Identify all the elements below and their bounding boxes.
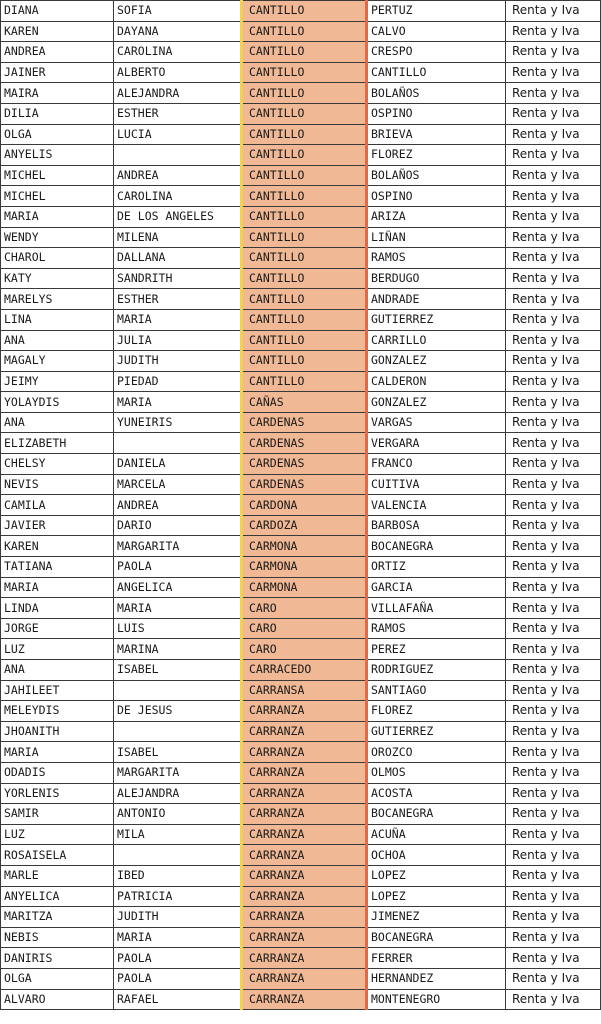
middle-name-cell[interactable]: DARIO [114, 515, 242, 536]
first-surname-cell[interactable]: CARRANZA [242, 927, 367, 948]
first-name-cell[interactable]: ODADIS [1, 762, 114, 783]
first-name-cell[interactable]: LINA [1, 309, 114, 330]
second-surname-cell[interactable]: BARBOSA [367, 515, 506, 536]
table-row [1, 948, 601, 969]
second-surname-cell[interactable]: VERGARA [367, 433, 506, 454]
second-surname-cell[interactable]: BOCANEGRA [367, 927, 506, 948]
first-surname-cell[interactable]: CANTILLO [242, 165, 367, 186]
second-surname-cell[interactable]: CANTILLO [367, 62, 506, 83]
table-row [1, 165, 601, 186]
tax-type-cell[interactable]: Renta y Iva [506, 454, 601, 475]
table-row [1, 577, 601, 598]
middle-name-cell[interactable] [114, 145, 242, 166]
second-surname-cell[interactable]: FLOREZ [367, 701, 506, 722]
first-name-cell[interactable]: ALVARO [1, 989, 114, 1010]
first-name-cell[interactable]: MARIA [1, 206, 114, 227]
second-surname-cell[interactable]: BOLAÑOS [367, 83, 506, 104]
first-surname-cell[interactable]: CARRANZA [242, 845, 367, 866]
middle-name-cell[interactable] [114, 845, 242, 866]
second-surname-cell[interactable]: PERTUZ [367, 1, 506, 22]
second-surname-cell[interactable]: LOPEZ [367, 886, 506, 907]
first-surname-cell[interactable]: CARMONA [242, 557, 367, 578]
first-surname-cell[interactable]: CARO [242, 618, 367, 639]
tax-type-cell[interactable]: Renta y Iva [506, 515, 601, 536]
tax-type-cell[interactable]: Renta y Iva [506, 83, 601, 104]
first-surname-cell[interactable]: CARDENAS [242, 454, 367, 475]
second-surname-cell[interactable]: BOLAÑOS [367, 165, 506, 186]
table-row [1, 783, 601, 804]
first-surname-cell[interactable]: CARO [242, 598, 367, 619]
first-name-cell[interactable]: NEBIS [1, 927, 114, 948]
first-surname-cell[interactable]: CANTILLO [242, 289, 367, 310]
tax-type-cell[interactable]: Renta y Iva [506, 474, 601, 495]
first-name-cell[interactable]: DIANA [1, 1, 114, 22]
middle-name-cell[interactable]: DALLANA [114, 248, 242, 269]
first-name-cell[interactable]: MAIRA [1, 83, 114, 104]
first-surname-cell[interactable]: CANTILLO [242, 124, 367, 145]
middle-name-cell[interactable]: ANTONIO [114, 804, 242, 825]
tax-type-cell[interactable]: Renta y Iva [506, 721, 601, 742]
first-surname-cell[interactable]: CARRANZA [242, 783, 367, 804]
middle-name-cell[interactable]: DAYANA [114, 21, 242, 42]
second-surname-cell[interactable]: JIMENEZ [367, 907, 506, 928]
first-name-cell[interactable]: ANA [1, 660, 114, 681]
tax-type-cell[interactable]: Renta y Iva [506, 927, 601, 948]
table-row [1, 927, 601, 948]
table-row [1, 124, 601, 145]
middle-name-cell[interactable]: MARIA [114, 392, 242, 413]
tax-type-cell[interactable]: Renta y Iva [506, 865, 601, 886]
first-surname-cell[interactable]: CANTILLO [242, 21, 367, 42]
first-name-cell[interactable]: MAGALY [1, 351, 114, 372]
tax-type-cell[interactable]: Renta y Iva [506, 804, 601, 825]
first-surname-cell[interactable]: CARO [242, 639, 367, 660]
tax-type-cell[interactable]: Renta y Iva [506, 206, 601, 227]
middle-name-cell[interactable]: LUCIA [114, 124, 242, 145]
table-row [1, 495, 601, 516]
second-surname-cell[interactable]: GARCIA [367, 577, 506, 598]
second-surname-cell[interactable]: LOPEZ [367, 865, 506, 886]
table-row [1, 289, 601, 310]
first-name-cell[interactable]: CHAROL [1, 248, 114, 269]
tax-type-cell[interactable]: Renta y Iva [506, 989, 601, 1010]
tax-type-cell[interactable]: Renta y Iva [506, 371, 601, 392]
table-row [1, 42, 601, 63]
table-row [1, 536, 601, 557]
second-surname-cell[interactable]: ANDRADE [367, 289, 506, 310]
first-surname-cell[interactable]: CARRANZA [242, 907, 367, 928]
first-name-cell[interactable]: KATY [1, 268, 114, 289]
table-row [1, 392, 601, 413]
table-row [1, 845, 601, 866]
table-row [1, 474, 601, 495]
middle-name-cell[interactable]: MARINA [114, 639, 242, 660]
first-surname-cell[interactable]: CARRANZA [242, 721, 367, 742]
second-surname-cell[interactable]: CARRILLO [367, 330, 506, 351]
first-name-cell[interactable]: JEIMY [1, 371, 114, 392]
middle-name-cell[interactable]: PAOLA [114, 948, 242, 969]
tax-type-cell[interactable]: Renta y Iva [506, 433, 601, 454]
table-row [1, 721, 601, 742]
first-surname-cell[interactable]: CANTILLO [242, 351, 367, 372]
tax-type-cell[interactable]: Renta y Iva [506, 948, 601, 969]
first-surname-cell[interactable]: CARMONA [242, 577, 367, 598]
first-name-cell[interactable]: MARIA [1, 577, 114, 598]
first-surname-cell[interactable]: CARRANZA [242, 968, 367, 989]
second-surname-cell[interactable]: ORTIZ [367, 557, 506, 578]
first-name-cell[interactable]: JORGE [1, 618, 114, 639]
tax-type-cell[interactable]: Renta y Iva [506, 557, 601, 578]
tax-type-cell[interactable]: Renta y Iva [506, 495, 601, 516]
table-row [1, 742, 601, 763]
second-surname-cell[interactable]: GUTIERREZ [367, 721, 506, 742]
table-row [1, 989, 601, 1010]
tax-type-cell[interactable]: Renta y Iva [506, 762, 601, 783]
middle-name-cell[interactable]: PATRICIA [114, 886, 242, 907]
second-surname-cell[interactable]: FLOREZ [367, 145, 506, 166]
first-name-cell[interactable]: YOLAYDIS [1, 392, 114, 413]
table-row [1, 762, 601, 783]
middle-name-cell[interactable]: MARGARITA [114, 762, 242, 783]
middle-name-cell[interactable]: CAROLINA [114, 42, 242, 63]
second-surname-cell[interactable]: OROZCO [367, 742, 506, 763]
first-surname-cell[interactable]: CARRANZA [242, 865, 367, 886]
first-name-cell[interactable]: LUZ [1, 639, 114, 660]
first-surname-cell[interactable]: CANTILLO [242, 83, 367, 104]
middle-name-cell[interactable]: ALBERTO [114, 62, 242, 83]
second-surname-cell[interactable]: MONTENEGRO [367, 989, 506, 1010]
table-row [1, 804, 601, 825]
table-row [1, 83, 601, 104]
table-row [1, 907, 601, 928]
second-surname-cell[interactable]: GONZALEZ [367, 351, 506, 372]
second-surname-cell[interactable]: HERNANDEZ [367, 968, 506, 989]
table-row [1, 1, 601, 22]
first-surname-cell[interactable]: CANTILLO [242, 42, 367, 63]
table-row [1, 103, 601, 124]
table-row [1, 371, 601, 392]
first-name-cell[interactable]: MARITZA [1, 907, 114, 928]
table-row [1, 227, 601, 248]
tax-type-cell[interactable]: Renta y Iva [506, 783, 601, 804]
first-name-cell[interactable]: SAMIR [1, 804, 114, 825]
first-surname-cell[interactable]: CARDENAS [242, 474, 367, 495]
table-row [1, 660, 601, 681]
middle-name-cell[interactable]: YUNEIRIS [114, 412, 242, 433]
first-name-cell[interactable]: JAINER [1, 62, 114, 83]
second-surname-cell[interactable]: ACOSTA [367, 783, 506, 804]
second-surname-cell[interactable]: ARIZA [367, 206, 506, 227]
middle-name-cell[interactable]: ESTHER [114, 103, 242, 124]
second-surname-cell[interactable]: FERRER [367, 948, 506, 969]
first-surname-cell[interactable]: CANTILLO [242, 103, 367, 124]
table-body [1, 1, 601, 1010]
first-name-cell[interactable]: LUZ [1, 824, 114, 845]
first-name-cell[interactable]: MARELYS [1, 289, 114, 310]
second-surname-cell[interactable]: CALDERON [367, 371, 506, 392]
tax-type-cell[interactable]: Renta y Iva [506, 824, 601, 845]
second-surname-cell[interactable]: OLMOS [367, 762, 506, 783]
first-name-cell[interactable]: MARLE [1, 865, 114, 886]
first-surname-cell[interactable]: CANTILLO [242, 186, 367, 207]
middle-name-cell[interactable]: PIEDAD [114, 371, 242, 392]
middle-name-cell[interactable]: PAOLA [114, 557, 242, 578]
tax-type-cell[interactable]: Renta y Iva [506, 103, 601, 124]
tax-type-cell[interactable]: Renta y Iva [506, 62, 601, 83]
first-name-cell[interactable]: ANDREA [1, 42, 114, 63]
first-surname-cell[interactable]: CARRANZA [242, 804, 367, 825]
first-surname-cell[interactable]: CARRANZA [242, 948, 367, 969]
first-name-cell[interactable]: MICHEL [1, 165, 114, 186]
tax-type-cell[interactable]: Renta y Iva [506, 598, 601, 619]
tax-type-cell[interactable]: Renta y Iva [506, 639, 601, 660]
second-surname-cell[interactable]: FRANCO [367, 454, 506, 475]
first-name-cell[interactable]: NEVIS [1, 474, 114, 495]
tax-type-cell[interactable]: Renta y Iva [506, 680, 601, 701]
first-surname-cell[interactable]: CAÑAS [242, 392, 367, 413]
middle-name-cell[interactable]: SANDRITH [114, 268, 242, 289]
first-surname-cell[interactable]: CANTILLO [242, 227, 367, 248]
second-surname-cell[interactable]: GONZALEZ [367, 392, 506, 413]
tax-type-cell[interactable]: Renta y Iva [506, 907, 601, 928]
first-surname-cell[interactable]: CARRANZA [242, 742, 367, 763]
tax-type-cell[interactable]: Renta y Iva [506, 289, 601, 310]
middle-name-cell[interactable]: JUDITH [114, 907, 242, 928]
table-row [1, 186, 601, 207]
middle-name-cell[interactable]: JULIA [114, 330, 242, 351]
first-surname-cell[interactable]: CANTILLO [242, 206, 367, 227]
first-surname-cell[interactable]: CARDONA [242, 495, 367, 516]
first-surname-cell[interactable]: CARRANSA [242, 680, 367, 701]
first-name-cell[interactable]: ANA [1, 412, 114, 433]
first-name-cell[interactable]: MARIA [1, 742, 114, 763]
table-row [1, 886, 601, 907]
first-name-cell[interactable]: JAVIER [1, 515, 114, 536]
first-surname-cell[interactable]: CANTILLO [242, 1, 367, 22]
tax-type-cell[interactable]: Renta y Iva [506, 1, 601, 22]
table-row [1, 680, 601, 701]
first-name-cell[interactable]: MELEYDIS [1, 701, 114, 722]
first-name-cell[interactable]: WENDY [1, 227, 114, 248]
second-surname-cell[interactable]: BOCANEGRA [367, 804, 506, 825]
table-row [1, 598, 601, 619]
first-surname-cell[interactable]: CARRANZA [242, 762, 367, 783]
first-name-cell[interactable]: KAREN [1, 21, 114, 42]
middle-name-cell[interactable]: MARGARITA [114, 536, 242, 557]
middle-name-cell[interactable]: LUIS [114, 618, 242, 639]
first-surname-cell[interactable]: CARRACEDO [242, 660, 367, 681]
first-surname-cell[interactable]: CARRANZA [242, 824, 367, 845]
tax-type-cell[interactable]: Renta y Iva [506, 536, 601, 557]
middle-name-cell[interactable]: RAFAEL [114, 989, 242, 1010]
first-name-cell[interactable]: ANYELICA [1, 886, 114, 907]
first-name-cell[interactable]: DANIRIS [1, 948, 114, 969]
table-row [1, 824, 601, 845]
table-row [1, 206, 601, 227]
middle-name-cell[interactable]: MARCELA [114, 474, 242, 495]
tax-type-cell[interactable]: Renta y Iva [506, 248, 601, 269]
middle-name-cell[interactable]: MILA [114, 824, 242, 845]
tax-type-cell[interactable]: Renta y Iva [506, 886, 601, 907]
second-surname-cell[interactable]: BOCANEGRA [367, 536, 506, 557]
table-row [1, 268, 601, 289]
second-surname-cell[interactable]: GUTIERREZ [367, 309, 506, 330]
tax-type-cell[interactable]: Renta y Iva [506, 124, 601, 145]
table-row [1, 865, 601, 886]
first-surname-cell[interactable]: CARDOZA [242, 515, 367, 536]
second-surname-cell[interactable]: PEREZ [367, 639, 506, 660]
table-row [1, 639, 601, 660]
first-name-cell[interactable]: ANA [1, 330, 114, 351]
first-name-cell[interactable]: ANYELIS [1, 145, 114, 166]
table-row [1, 433, 601, 454]
second-surname-cell[interactable]: LIÑAN [367, 227, 506, 248]
tax-type-cell[interactable]: Renta y Iva [506, 268, 601, 289]
second-surname-cell[interactable]: RAMOS [367, 248, 506, 269]
second-surname-cell[interactable]: OSPINO [367, 103, 506, 124]
first-surname-cell[interactable]: CANTILLO [242, 330, 367, 351]
tax-type-cell[interactable]: Renta y Iva [506, 186, 601, 207]
tax-type-cell[interactable]: Renta y Iva [506, 165, 601, 186]
first-name-cell[interactable]: CAMILA [1, 495, 114, 516]
table-row [1, 62, 601, 83]
second-surname-cell[interactable]: VALENCIA [367, 495, 506, 516]
first-name-cell[interactable]: OLGA [1, 124, 114, 145]
first-name-cell[interactable]: TATIANA [1, 557, 114, 578]
first-name-cell[interactable]: DILIA [1, 103, 114, 124]
first-surname-cell[interactable]: CARMONA [242, 536, 367, 557]
first-surname-cell[interactable]: CARDENAS [242, 433, 367, 454]
table-row [1, 248, 601, 269]
first-surname-cell[interactable]: CANTILLO [242, 248, 367, 269]
second-surname-cell[interactable]: OSPINO [367, 186, 506, 207]
table-row [1, 309, 601, 330]
first-surname-cell[interactable]: CANTILLO [242, 62, 367, 83]
table-row [1, 351, 601, 372]
tax-type-cell[interactable]: Renta y Iva [506, 660, 601, 681]
second-surname-cell[interactable]: CALVO [367, 21, 506, 42]
middle-name-cell[interactable]: ISABEL [114, 742, 242, 763]
middle-name-cell[interactable]: SOFIA [114, 1, 242, 22]
table-row [1, 515, 601, 536]
first-surname-cell[interactable]: CARRANZA [242, 701, 367, 722]
middle-name-cell[interactable] [114, 721, 242, 742]
middle-name-cell[interactable]: ALEJANDRA [114, 783, 242, 804]
middle-name-cell[interactable]: JUDITH [114, 351, 242, 372]
second-surname-cell[interactable]: ACUÑA [367, 824, 506, 845]
middle-name-cell[interactable]: PAOLA [114, 968, 242, 989]
middle-name-cell[interactable]: MARIA [114, 598, 242, 619]
second-surname-cell[interactable]: OCHOA [367, 845, 506, 866]
first-surname-cell[interactable]: CARRANZA [242, 989, 367, 1010]
middle-name-cell[interactable]: IBED [114, 865, 242, 886]
second-surname-cell[interactable]: RAMOS [367, 618, 506, 639]
tax-type-cell[interactable]: Renta y Iva [506, 392, 601, 413]
first-surname-cell[interactable]: CARDENAS [242, 412, 367, 433]
table-row [1, 412, 601, 433]
second-surname-cell[interactable]: SANTIAGO [367, 680, 506, 701]
middle-name-cell[interactable]: ISABEL [114, 660, 242, 681]
first-surname-cell[interactable]: CANTILLO [242, 145, 367, 166]
first-name-cell[interactable]: YORLENIS [1, 783, 114, 804]
tax-type-cell[interactable]: Renta y Iva [506, 42, 601, 63]
first-name-cell[interactable]: JAHILEET [1, 680, 114, 701]
tax-type-cell[interactable]: Renta y Iva [506, 742, 601, 763]
middle-name-cell[interactable]: MILENA [114, 227, 242, 248]
middle-name-cell[interactable]: ESTHER [114, 289, 242, 310]
tax-type-cell[interactable]: Renta y Iva [506, 701, 601, 722]
tax-type-cell[interactable]: Renta y Iva [506, 21, 601, 42]
middle-name-cell[interactable]: DE LOS ANGELES [114, 206, 242, 227]
first-surname-cell[interactable]: CANTILLO [242, 268, 367, 289]
first-name-cell[interactable]: CHELSY [1, 454, 114, 475]
first-surname-cell[interactable]: CARRANZA [242, 886, 367, 907]
first-name-cell[interactable]: ELIZABETH [1, 433, 114, 454]
tax-type-cell[interactable]: Renta y Iva [506, 577, 601, 598]
middle-name-cell[interactable]: ANGELICA [114, 577, 242, 598]
table-row [1, 968, 601, 989]
table-row [1, 618, 601, 639]
tax-type-cell[interactable]: Renta y Iva [506, 412, 601, 433]
tax-type-cell[interactable]: Renta y Iva [506, 968, 601, 989]
middle-name-cell[interactable]: DANIELA [114, 454, 242, 475]
second-surname-cell[interactable]: RODRIGUEZ [367, 660, 506, 681]
tax-type-cell[interactable]: Renta y Iva [506, 845, 601, 866]
table-row [1, 330, 601, 351]
middle-name-cell[interactable]: CAROLINA [114, 186, 242, 207]
table-row [1, 21, 601, 42]
tax-type-cell[interactable]: Renta y Iva [506, 351, 601, 372]
first-name-cell[interactable]: OLGA [1, 968, 114, 989]
first-name-cell[interactable]: JHOANITH [1, 721, 114, 742]
second-surname-cell[interactable]: VILLAFAÑA [367, 598, 506, 619]
first-name-cell[interactable]: MICHEL [1, 186, 114, 207]
middle-name-cell[interactable]: MARIA [114, 927, 242, 948]
table-row [1, 145, 601, 166]
table-row [1, 701, 601, 722]
second-surname-cell[interactable]: VARGAS [367, 412, 506, 433]
first-name-cell[interactable]: LINDA [1, 598, 114, 619]
first-name-cell[interactable]: ROSAISELA [1, 845, 114, 866]
tax-type-cell[interactable]: Renta y Iva [506, 618, 601, 639]
middle-name-cell[interactable]: MARIA [114, 309, 242, 330]
middle-name-cell[interactable]: ANDREA [114, 495, 242, 516]
tax-type-cell[interactable]: Renta y Iva [506, 330, 601, 351]
first-surname-cell[interactable]: CANTILLO [242, 309, 367, 330]
middle-name-cell[interactable]: ALEJANDRA [114, 83, 242, 104]
second-surname-cell[interactable]: BRIEVA [367, 124, 506, 145]
middle-name-cell[interactable]: ANDREA [114, 165, 242, 186]
tax-type-cell[interactable]: Renta y Iva [506, 227, 601, 248]
tax-type-cell[interactable]: Renta y Iva [506, 309, 601, 330]
middle-name-cell[interactable] [114, 680, 242, 701]
middle-name-cell[interactable] [114, 433, 242, 454]
middle-name-cell[interactable]: DE JESUS [114, 701, 242, 722]
table-row [1, 454, 601, 475]
first-surname-cell[interactable]: CANTILLO [242, 371, 367, 392]
table-row [1, 557, 601, 578]
first-name-cell[interactable]: KAREN [1, 536, 114, 557]
second-surname-cell[interactable]: CUITIVA [367, 474, 506, 495]
second-surname-cell[interactable]: BERDUGO [367, 268, 506, 289]
tax-type-cell[interactable]: Renta y Iva [506, 145, 601, 166]
second-surname-cell[interactable]: CRESPO [367, 42, 506, 63]
